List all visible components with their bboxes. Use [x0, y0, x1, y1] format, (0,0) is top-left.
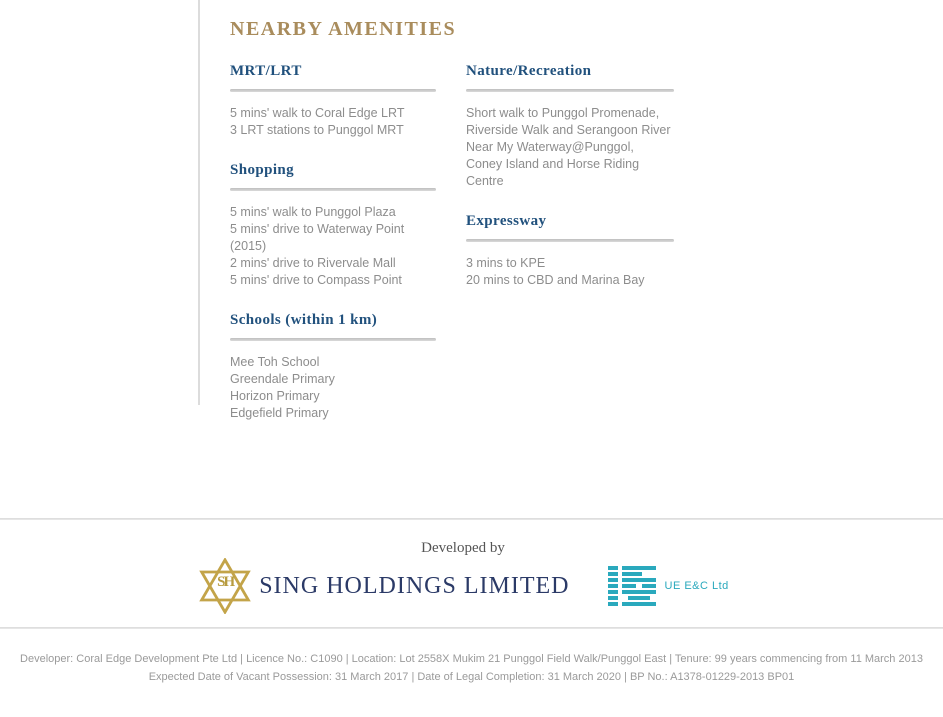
- developed-by-label: Developed by: [421, 540, 505, 556]
- sing-holdings-star-icon: [197, 558, 253, 614]
- section-heading-expressway: Expressway: [466, 213, 547, 229]
- amenities-column-right: [466, 63, 674, 312]
- section-heading-shopping: Shopping: [230, 162, 295, 178]
- list-item: 3 mins to KPE: [466, 256, 546, 270]
- list-item: Mee Toh School: [230, 355, 320, 369]
- list-item: 2 mins' drive to Rivervale Mall: [230, 256, 396, 270]
- list-item: Greendale Primary: [230, 372, 335, 386]
- section-items: [466, 255, 674, 289]
- section-underline: [230, 89, 436, 92]
- left-margin-divider: [198, 0, 200, 405]
- section-underline: [466, 89, 674, 92]
- section-underline: [230, 188, 436, 191]
- list-item: Edgefield Primary: [230, 406, 329, 420]
- sing-holdings-name: SING HOLDINGS LIMITED: [259, 572, 570, 599]
- section-mrt-lrt: [230, 63, 436, 139]
- ue-ec-bars-icon: [608, 562, 656, 610]
- legal-line-1: Developer: Coral Edge Development Pte Ltd | Licence No.: C1090 | Location: Lot 2558X Mukim 21 Punggol Field Walk/Punggol East | Tenure: 99 years commencing from 11 March 2013: [20, 653, 923, 665]
- list-item: Coney Island and Horse Riding Centre: [466, 157, 640, 188]
- section-underline: [466, 239, 674, 242]
- amenities-column-left: [230, 63, 436, 445]
- list-item: Short walk to Punggol Promenade,: [466, 106, 660, 120]
- section-items: [230, 105, 436, 139]
- sing-holdings-monogram: SH: [217, 574, 234, 590]
- legal-line-2: Expected Date of Vacant Possession: 31 March 2017 | Date of Legal Completion: 31 March 2020 | BP No.: A1378-01229-2013 BP01: [148, 671, 795, 683]
- ue-ec-name: UE E&C Ltd: [664, 580, 729, 592]
- sing-holdings-logo: [197, 558, 569, 614]
- list-item: 5 mins' walk to Punggol Plaza: [230, 205, 396, 219]
- section-shopping: [230, 162, 436, 289]
- section-items: [230, 354, 436, 422]
- section-nature-recreation: [466, 63, 674, 190]
- developer-logos: [0, 558, 926, 614]
- list-item: Near My Waterway@Punggol,: [466, 140, 634, 154]
- list-item: 5 mins' drive to Compass Point: [230, 273, 402, 287]
- section-schools: [230, 312, 436, 422]
- list-item: Horizon Primary: [230, 389, 320, 403]
- footer-top-divider: [0, 518, 943, 520]
- list-item: 5 mins' walk to Coral Edge LRT: [230, 106, 405, 120]
- list-item: 20 mins to CBD and Marina Bay: [466, 273, 645, 287]
- section-items: [466, 105, 674, 190]
- section-items: [230, 204, 436, 289]
- section-heading-schools: Schools (within 1 km): [230, 312, 378, 328]
- section-heading-nature-recreation: Nature/Recreation: [466, 63, 592, 79]
- section-heading-mrt-lrt: MRT/LRT: [230, 63, 302, 79]
- footer-bottom-divider: [0, 627, 943, 629]
- list-item: 3 LRT stations to Punggol MRT: [230, 123, 404, 137]
- section-expressway: [466, 213, 674, 289]
- ue-ec-logo: [608, 562, 729, 610]
- section-underline: [230, 338, 436, 341]
- list-item: Riverside Walk and Serangoon River: [466, 123, 671, 137]
- page-title: NEARBY AMENITIES: [230, 18, 457, 40]
- list-item: 5 mins' drive to Waterway Point (2015): [230, 222, 405, 253]
